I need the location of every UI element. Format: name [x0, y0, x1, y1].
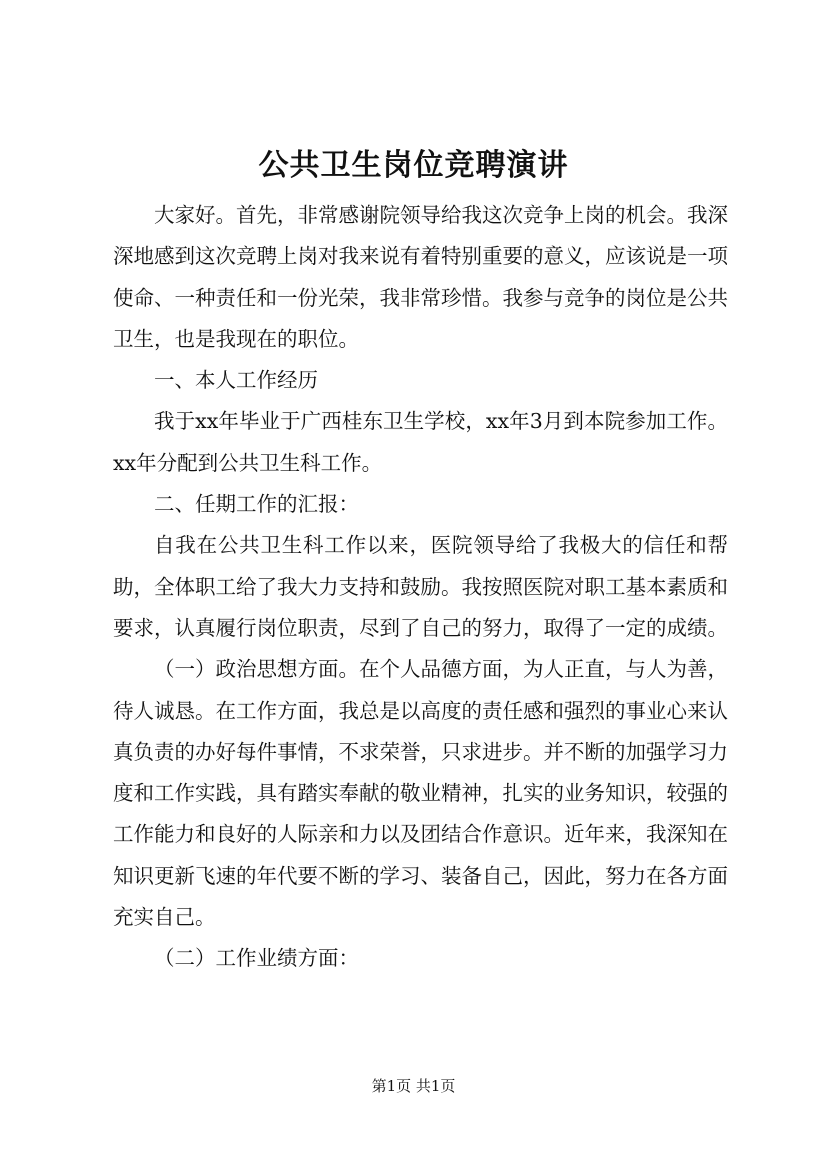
paragraph-work-history: 我于xx年毕业于广西桂东卫生学校，xx年3月到本院参加工作。xx年分配到公共卫生科工作。	[113, 409, 728, 475]
document-title: 公共卫生岗位竞聘演讲	[258, 148, 569, 183]
section-heading-term-report: 二、任期工作的汇报：	[154, 492, 359, 517]
section-heading-work-history: 一、本人工作经历	[154, 368, 318, 393]
section-heading-work-performance: （二）工作业绩方面：	[154, 946, 359, 971]
paragraph-political-thought: （一）政治思想方面。在个人品德方面，为人正直，与人为善，待人诚恳。在工作方面，我总是以高度的责任感和强烈的事业心来认真负责的办好每件事情，不求荣誉，只求进步。并不断的加强学习力度和工作实践，具有踏实奉献的敬业精神，扎实的业务知识，较强的工作能力和良好的人际亲和力以及团结合作意识。近年来，我深知在知识更新飞速的年代要不断的学习、装备自己，因此，努力在各方面充实自己。	[113, 657, 728, 930]
paragraph-term-report: 自我在公共卫生科工作以来，医院领导给了我极大的信任和帮助，全体职工给了我大力支持和鼓励。我按照医院对职工基本素质和要求，认真履行岗位职责，尽到了自己的努力，取得了一定的成绩。	[113, 533, 728, 640]
page-footer: 第1页 共1页	[371, 1077, 456, 1095]
document-body	[113, 195, 728, 980]
paragraph-greeting: 大家好。首先，非常感谢院领导给我这次竞争上岗的机会。我深深地感到这次竞聘上岗对我来说有着特别重要的意义，应该说是一项使命、一种责任和一份光荣，我非常珍惜。我参与竞争的岗位是公共卫生，也是我现在的职位。	[113, 203, 728, 351]
